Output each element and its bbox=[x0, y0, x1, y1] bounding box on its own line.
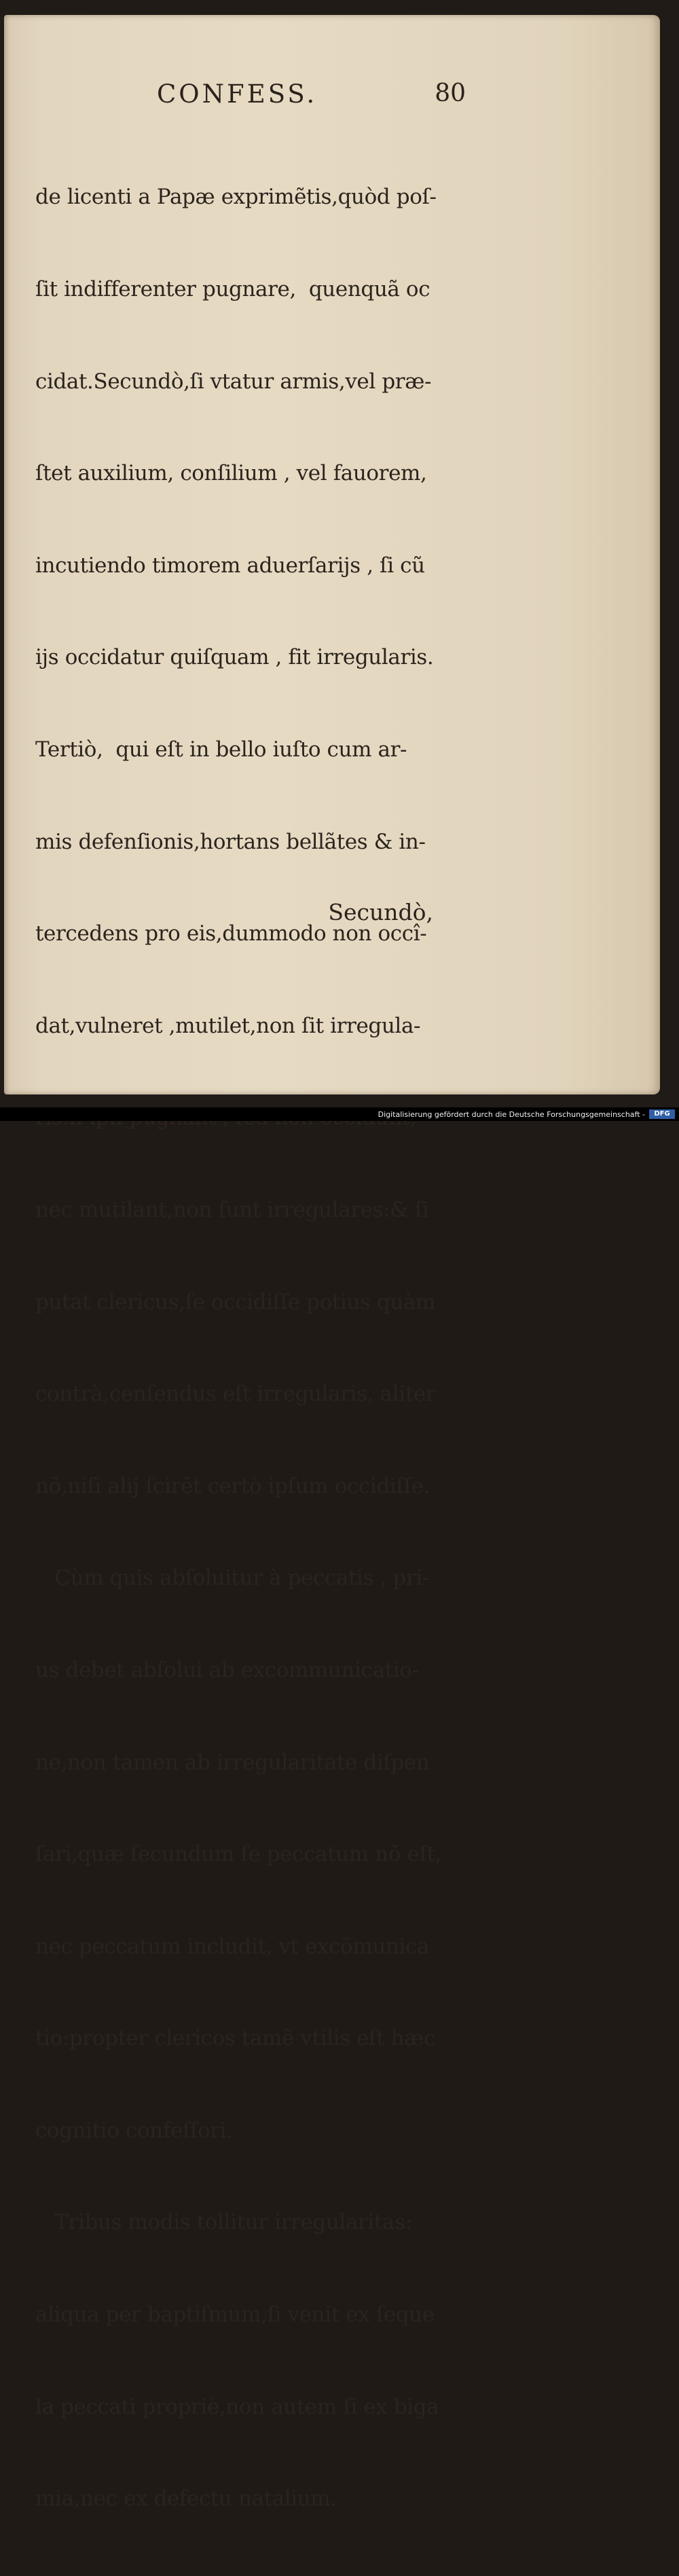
running-head bbox=[157, 79, 466, 120]
page-number: 80 bbox=[435, 79, 466, 107]
text-line: la peccati propriè,non autem ſi ex biga bbox=[35, 2394, 439, 2419]
body-text bbox=[35, 121, 483, 2576]
text-line: nõ,niſi alij ſcirẽt certò ipſum occidiſſe. bbox=[35, 1473, 430, 1498]
text-line: tio:propter clericos tamẽ vtilis eſt hæc bbox=[35, 2026, 435, 2051]
text-line: de licenti a Papæ exprimẽtis,quòd poſ- bbox=[35, 185, 437, 210]
text-line: nec peccatum includit, vt excõmunica bbox=[35, 1934, 430, 1959]
text-line: dat,vulneret ,mutilet,non ſit irregula- bbox=[35, 1013, 421, 1038]
running-head-title: CONFESS. bbox=[157, 79, 318, 109]
text-line: Tribus modis tollitur irregularitas: bbox=[35, 2210, 412, 2235]
text-line: tercedens pro eis,dummodo non occî- bbox=[35, 921, 427, 946]
text-line: cidat.Secundò,ſi vtatur armis,vel præ- bbox=[35, 369, 432, 394]
text-line: ſtet auxilium, conſilium , vel fauorem, bbox=[35, 461, 427, 486]
text-line: ne,non tamen ab irregularitate diſpen bbox=[35, 1750, 430, 1775]
text-line: putat clericus,ſe occidiſſe potius quàm bbox=[35, 1289, 436, 1314]
text-line: nec mutilant,non ſunt irregulares:& ſi bbox=[35, 1197, 429, 1222]
text-line: ijs occidatur quiſquam , fit irregularis. bbox=[35, 645, 434, 670]
text-line: ſit indiffe​renter pugnare, quenquã oc bbox=[35, 277, 430, 301]
text-line: contrà,cenſendus eſt irregularis, aliter bbox=[35, 1382, 436, 1407]
text-line: incutiendo timorem aduerſarijs , ſi cũ bbox=[35, 553, 425, 578]
text-line: us debet abſolui ab excommunicatio- bbox=[35, 1657, 419, 1682]
text-line: mis defenſionis,hortans bellãtes & in- bbox=[35, 829, 426, 854]
dfg-logo-icon: DFG bbox=[649, 1109, 675, 1119]
catchword: Secundò, bbox=[328, 899, 433, 925]
funding-credit: Digitalisierung gefördert durch die Deutsche Forschungsgemeinschaft - bbox=[378, 1110, 645, 1119]
text-line: aliqua per baptiſmum,ſi venit ex ſeque bbox=[35, 2302, 435, 2327]
text-line: cognitio confeſſori. bbox=[35, 2118, 233, 2143]
text-line: Cùm quis abſoluitur à peccatis , pri- bbox=[35, 1566, 429, 1591]
text-line: Tertiò, qui eſt in bello iuſto cum ar- bbox=[35, 737, 407, 762]
text-line: mia,nec ex defectu natalium. bbox=[35, 2486, 337, 2511]
text-line: ſari,quæ ſecundum ſe peccatum nõ eſt, bbox=[35, 1842, 442, 1867]
digitization-footer bbox=[0, 1107, 679, 1121]
